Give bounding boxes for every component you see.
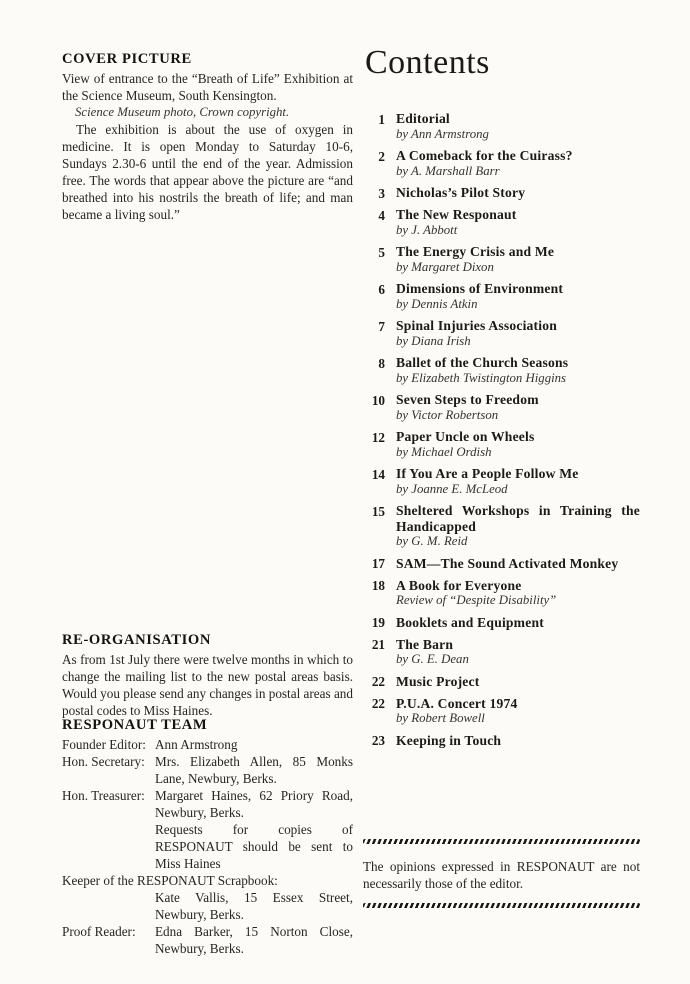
toc-page-number: 12	[371, 429, 385, 445]
toc-entry	[363, 148, 640, 179]
responaut-team-section	[62, 716, 353, 957]
photo-credit: Science Museum photo, Crown copyright.	[75, 105, 290, 119]
toc-entry	[363, 429, 640, 460]
toc-entry	[363, 392, 640, 423]
team-entry	[62, 872, 353, 923]
toc-title: The Energy Crisis and Me	[396, 244, 555, 259]
toc-page-number: 22	[371, 674, 385, 689]
toc-entry-body	[396, 615, 640, 631]
cover-picture-para2: The exhibition is about the use of oxygen in medicine. It is open Monday to Saturday 10-6, Sundays 2.30-6 until the end of the year. Admission free. The words that appear above the picture are “and breathed into his nostrils the breath of life; and man became a living soul.”	[62, 122, 353, 222]
toc-entry-body	[396, 244, 640, 275]
toc-byline: by Robert Bowell	[396, 711, 485, 725]
team-role-label: Keeper of the RESPONAUT Scrapbook:	[62, 873, 278, 888]
toc-byline: by A. Marshall Barr	[396, 163, 500, 178]
toc-byline: by J. Abbott	[396, 222, 458, 237]
toc-page-number: 6	[378, 281, 385, 297]
toc-byline: by G. E. Dean	[396, 652, 469, 666]
decorative-rule-top	[363, 839, 640, 844]
toc-page-number: 22	[371, 696, 385, 711]
toc-entry-body	[396, 578, 640, 609]
toc-title: If You Are a People Follow Me	[396, 466, 579, 481]
team-role-label: Founder Editor:	[62, 737, 146, 752]
toc-title: Sheltered Workshops in Training the Handicapped	[396, 503, 640, 534]
toc-entry-body	[396, 466, 640, 497]
toc-page-number: 23	[371, 733, 385, 748]
toc-title: Nicholas’s Pilot Story	[396, 185, 526, 200]
toc-byline: by Margaret Dixon	[396, 259, 494, 274]
toc-entry	[363, 578, 640, 609]
toc-page-number: 15	[371, 503, 385, 519]
disclaimer-text: The opinions expressed in RESPONAUT are not necessarily those of the editor.	[363, 859, 640, 891]
team-role-label: Hon. Treasurer:	[62, 788, 145, 803]
toc-entry-body	[396, 148, 640, 179]
toc-entry-body	[396, 733, 640, 749]
toc-page-number: 1	[378, 111, 385, 127]
toc-title: The New Responaut	[396, 207, 517, 222]
team-entry	[62, 753, 353, 787]
toc-page-number: 4	[378, 207, 385, 223]
toc-entry-body	[396, 503, 640, 550]
team-role-value: Kate Vallis, 15 Essex Street, Newbury, Berks.	[155, 890, 353, 922]
toc-entry-body	[396, 429, 640, 460]
reorganisation-body: As from 1st July there were twelve months in which to change the mailing list to the new postal areas basis. Would you please send any changes in postal areas and postal codes to Miss Haines.	[62, 652, 353, 718]
team-entry	[62, 736, 353, 753]
toc-entry-body	[396, 185, 640, 201]
toc-page-number: 5	[378, 244, 385, 260]
toc-entry	[363, 637, 640, 668]
toc-entry-body	[396, 207, 640, 238]
toc-entry	[363, 355, 640, 386]
toc-title: Editorial	[396, 111, 450, 126]
toc-byline: by Michael Ordish	[396, 444, 492, 459]
toc-entry	[363, 281, 640, 312]
toc-title: Dimensions of Environment	[396, 281, 564, 296]
toc-page-number: 2	[378, 148, 385, 164]
toc-entry	[363, 111, 640, 142]
toc-entry-body	[396, 674, 640, 690]
toc-title: SAM—The Sound Activated Monkey	[396, 555, 619, 571]
toc-page-number: 17	[371, 556, 385, 571]
team-entry	[62, 787, 353, 872]
toc-entry-body	[396, 392, 640, 423]
toc-page-number: 8	[378, 355, 385, 371]
toc-entry	[363, 503, 640, 550]
toc-page-number: 19	[371, 615, 385, 630]
toc-byline: Review of “Despite Disability”	[396, 593, 557, 607]
toc-entry-body	[396, 637, 640, 668]
toc-title: Seven Steps to Freedom	[396, 392, 539, 407]
toc-entry-body	[396, 111, 640, 142]
toc-title: Booklets and Equipment	[396, 614, 544, 630]
toc-entry	[363, 185, 640, 201]
toc-page-number: 7	[378, 318, 385, 334]
toc-entry-body	[396, 281, 640, 312]
toc-entry	[363, 318, 640, 349]
toc-byline: by Joanne E. McLeod	[396, 481, 508, 496]
reorganisation-heading: RE-ORGANISATION	[62, 632, 212, 648]
toc-byline: by Victor Robertson	[396, 407, 499, 422]
toc-entry	[363, 244, 640, 275]
decorative-rule-bottom	[363, 903, 640, 908]
contents-list	[363, 111, 640, 749]
team-list	[62, 736, 353, 957]
disclaimer-block	[363, 839, 640, 908]
toc-entry-body	[396, 696, 640, 727]
team-entry	[62, 923, 353, 957]
toc-entry-body	[396, 355, 640, 386]
cover-picture-para1: View of entrance to the “Breath of Life” Exhibition at the Science Museum, South Kensington.	[62, 71, 353, 103]
toc-entry	[363, 674, 640, 690]
team-role-value: Ann Armstrong	[155, 737, 238, 752]
cover-picture-heading: COVER PICTURE	[62, 51, 192, 67]
toc-title: A Book for Everyone	[396, 577, 522, 593]
toc-entry	[363, 733, 640, 749]
toc-page-number: 18	[371, 578, 385, 593]
toc-page-number: 3	[378, 185, 385, 201]
toc-entry	[363, 615, 640, 631]
toc-page-number: 10	[371, 392, 385, 408]
toc-entry	[363, 466, 640, 497]
toc-title: Spinal Injuries Association	[396, 318, 558, 333]
toc-title: Music Project	[396, 673, 480, 689]
toc-entry-body	[396, 318, 640, 349]
toc-entry-body	[396, 556, 640, 572]
toc-title: Ballet of the Church Seasons	[396, 355, 569, 370]
contents-title: Contents	[365, 44, 490, 81]
toc-title: P.U.A. Concert 1974	[396, 695, 518, 711]
responaut-team-heading: RESPONAUT TEAM	[62, 717, 208, 733]
toc-entry	[363, 556, 640, 572]
toc-title: Paper Uncle on Wheels	[396, 429, 535, 444]
toc-entry	[363, 696, 640, 727]
toc-title: Keeping in Touch	[396, 732, 502, 748]
toc-byline: by Diana Irish	[396, 333, 471, 348]
team-role-label: Proof Reader:	[62, 924, 136, 939]
team-role-label: Hon. Secretary:	[62, 754, 145, 769]
team-role-value: Margaret Haines, 62 Priory Road, Newbury, Berks. Requests for copies of RESPONAUT should be sent to Miss Haines	[155, 788, 353, 871]
team-role-value: Mrs. Elizabeth Allen, 85 Monks Lane, Newbury, Berks.	[155, 754, 353, 786]
toc-byline: by Dennis Atkin	[396, 296, 478, 311]
toc-byline: by Elizabeth Twistington Higgins	[396, 370, 567, 385]
team-role-value: Edna Barker, 15 Norton Close, Newbury, Berks.	[155, 924, 353, 956]
toc-title: A Comeback for the Cuirass?	[396, 148, 573, 163]
cover-picture-section	[62, 50, 353, 223]
reorganisation-section	[62, 631, 353, 719]
toc-page-number: 21	[371, 637, 385, 652]
toc-entry	[363, 207, 640, 238]
contents-column	[363, 42, 640, 755]
toc-page-number: 14	[371, 466, 385, 482]
toc-title: The Barn	[396, 636, 454, 652]
toc-byline: by G. M. Reid	[396, 534, 468, 548]
toc-byline: by Ann Armstrong	[396, 126, 489, 141]
